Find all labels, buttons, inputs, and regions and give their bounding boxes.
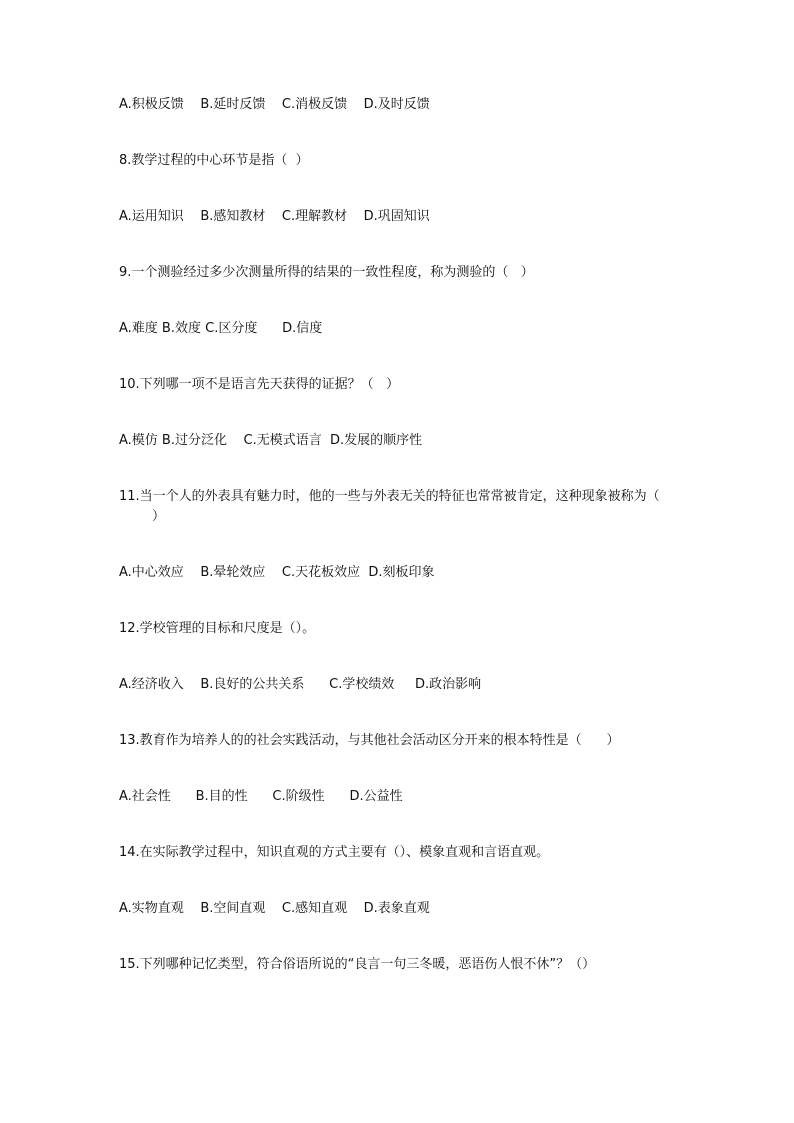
q11-question: 11.当一个人的外表具有魅力时，他的一些与外表无关的特征也常常被肯定，这种现象被称为（ <box>119 489 660 504</box>
q11-options: A.中心效应 B.晕轮效应 C.天花板效应 D.刻板印象 <box>119 565 435 580</box>
q13-question: 13.教育作为培养人的的社会实践活动，与其他社会活动区分开来的根本特性是（ ） <box>119 733 620 748</box>
q10-question: 10.下列哪一项不是语言先天获得的证据？（ ） <box>119 377 400 392</box>
q8-options: A.运用知识 B.感知教材 C.理解教材 D.巩固知识 <box>119 209 430 224</box>
q12-question: 12.学校管理的目标和尺度是（）。 <box>119 621 316 636</box>
q15-question: 15.下列哪种记忆类型，符合俗语所说的“良言一句三冬暖，恶语伤人恨不休”？（） <box>119 957 596 972</box>
q14-options: A.实物直观 B.空间直观 C.感知直观 D.表象直观 <box>119 901 430 916</box>
q7-options: A.积极反馈 B.延时反馈 C.消极反馈 D.及时反馈 <box>119 97 430 112</box>
q9-options: A.难度 B.效度 C.区分度 D.信度 <box>119 321 323 336</box>
q10-options: A.模仿 B.过分泛化 C.无模式语言 D.发展的顺序性 <box>119 433 423 448</box>
q8-question: 8.教学过程的中心环节是指（ ） <box>119 153 309 168</box>
q14-question: 14.在实际教学过程中，知识直观的方式主要有（）、模象直观和言语直观。 <box>119 845 550 860</box>
q11-question-cont: ） <box>119 509 166 524</box>
q12-options: A.经济收入 B.良好的公共关系 C.学校绩效 D.政治影响 <box>119 677 482 692</box>
q13-options: A.社会性 B.目的性 C.阶级性 D.公益性 <box>119 789 403 804</box>
q9-question: 9.一个测验经过多少次测量所得的结果的一致性程度，称为测验的（ ） <box>119 265 534 280</box>
